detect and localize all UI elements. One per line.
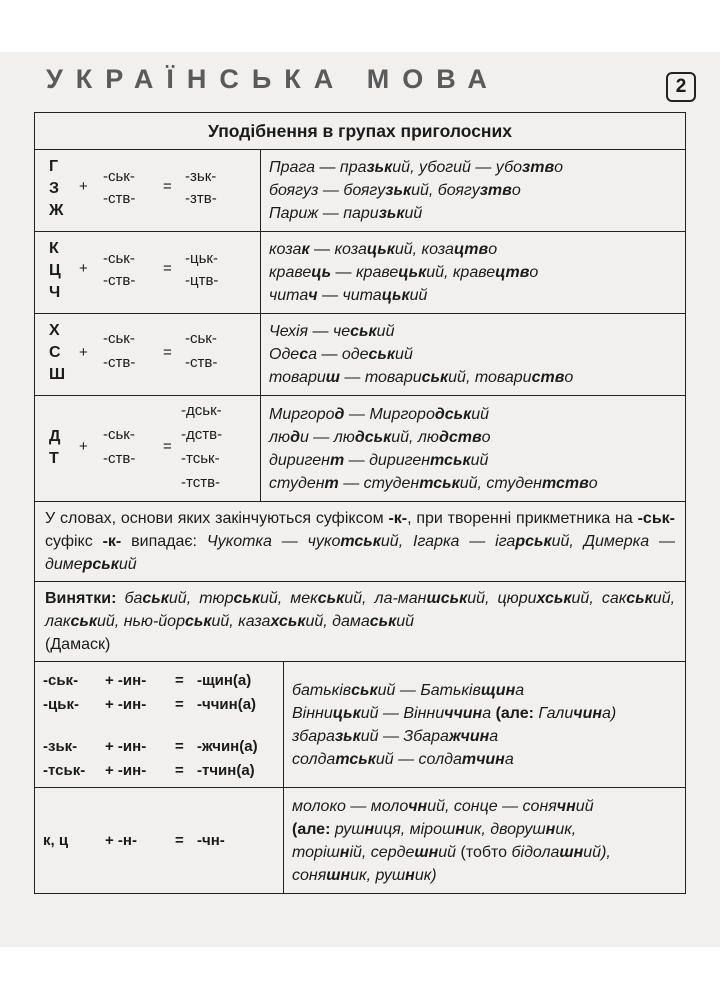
table-title: Уподібнення в групах приголосних bbox=[35, 113, 686, 150]
rule-examples: Прага — празький, убогий — убозтво боягуз — боягузький, боягузтво Париж — паризький bbox=[261, 150, 686, 232]
assimilation-table bbox=[34, 112, 686, 894]
rule-formula: К Ц Ч + -ськ- -ств- = -цьк- -цтв- bbox=[35, 232, 261, 314]
suffix-formulas: -ськ- + -ин- = -щин(а) -цьк- + -ин- = -ччин(а) -зьк- + -ин- = -жчин(а) -тськ- + -ин- = -тчин(а) bbox=[35, 662, 284, 788]
rule-letters: Х С Ш bbox=[49, 322, 66, 383]
page-number: 2 bbox=[666, 72, 696, 102]
rule-formula: Г З Ж + -ськ- -ств- = -зьк- -зтв- bbox=[35, 150, 261, 232]
rule-letters: Г З Ж bbox=[49, 158, 64, 219]
last-rule-row bbox=[35, 788, 686, 894]
rule-formula: Х С Ш + -ськ- -ств- = -ськ- -ств- bbox=[35, 314, 261, 396]
note-row bbox=[35, 502, 686, 582]
rule-letters: К Ц Ч bbox=[49, 240, 61, 301]
rule-examples: козак — козацький, козацтво кравець — кравецький, кравецтво читач — читацький bbox=[261, 232, 686, 314]
suffix-examples: батьківський — Батьківщина Вінницький — Вінниччина (але: Галичина) збаразький — Збаражчина солдатський — солдатчина bbox=[284, 662, 686, 788]
rule-row bbox=[35, 396, 686, 502]
rule-row bbox=[35, 232, 686, 314]
rule-examples: Чехія — чеський Одеса — одеський товариш — товариський, товариство bbox=[261, 314, 686, 396]
suffix-rule-row bbox=[35, 662, 686, 788]
subject-title: УКРАЇНСЬКА МОВА bbox=[46, 64, 500, 94]
exceptions-text: Винятки: баський, тюрський, мекський, ла-маншський, цюрихський, сакський, лакський, нью-йорський, казахський, дамаський (Дамаск) bbox=[35, 582, 686, 662]
rule-letters: Д Т bbox=[49, 428, 61, 467]
note-text: У словах, основи яких закінчуються суфіксом -к-, при творенні прикметника на -ськ- суфікс -к- випадає: Чукотка — чукотський, Ігарка — ігарський, Димерка — димерський bbox=[35, 502, 686, 582]
last-examples: молоко — молочний, сонце — сонячний (але: рушниця, мірошник, дворушник, торішній, сердешний (тобто бідолашний), соняшник, рушник) bbox=[284, 788, 686, 894]
exceptions-row bbox=[35, 582, 686, 662]
rule-row bbox=[35, 150, 686, 232]
rule-formula: Д Т + -ськ- -ств- = -дськ- -дств- -тськ- -тств- bbox=[35, 396, 261, 502]
rule-row bbox=[35, 314, 686, 396]
last-formula: к, ц + -н- = -чн- bbox=[35, 788, 284, 894]
rule-examples: Миргород — Миргородський люди — людський, людство диригент — диригентський студент — студентський, студентство bbox=[261, 396, 686, 502]
